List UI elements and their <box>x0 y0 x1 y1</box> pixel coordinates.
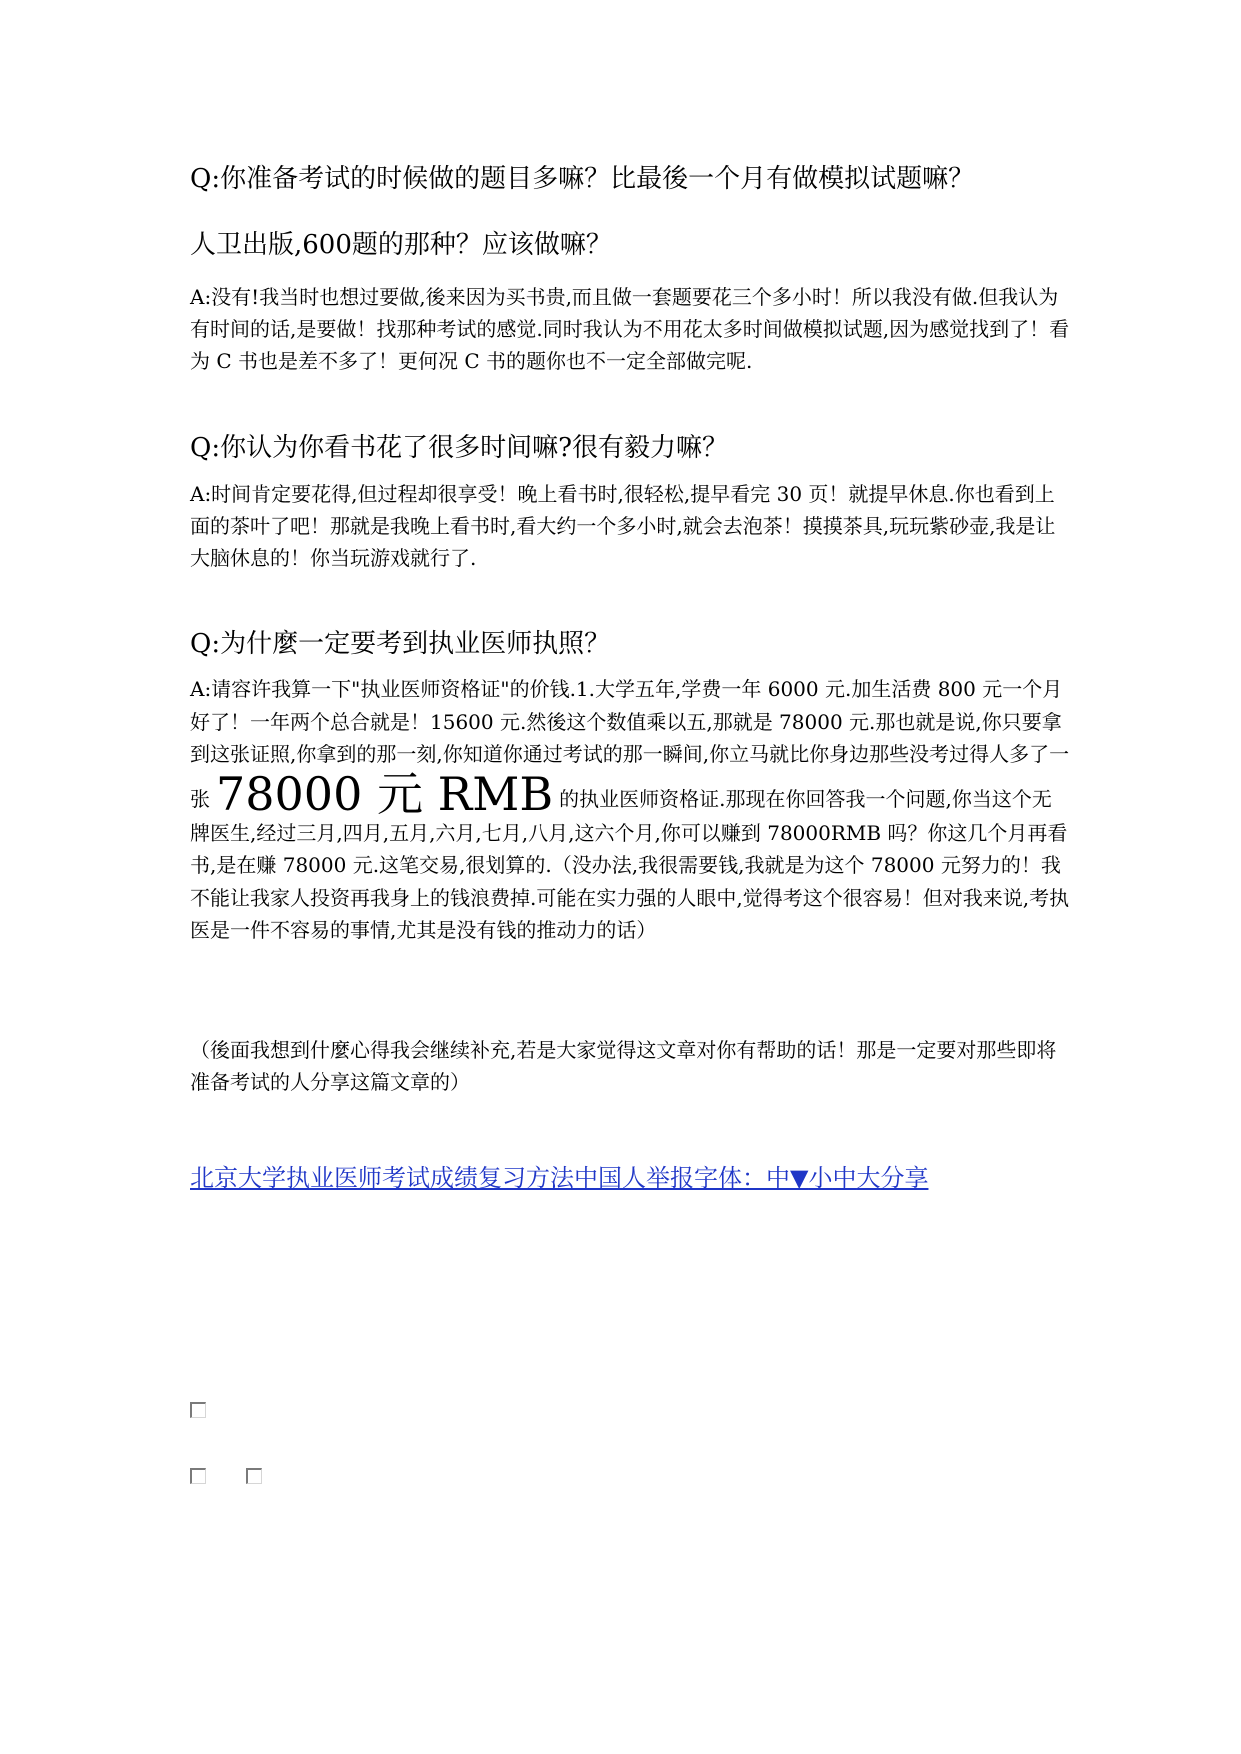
checkbox-3[interactable] <box>246 1468 262 1484</box>
question-2: Q:你认为你看书花了很多时间嘛?很有毅力嘛？ <box>190 433 729 463</box>
footer-links <box>190 1158 928 1193</box>
answer-1: A:没有!我当时也想过要做,後来因为买书贵,而且做一套题要花三个多小时！所以我没有做.但我认为有时间的话,是要做！找那种考试的感觉.同时我认为不用花太多时间做模拟试题,因为感觉找到了！看为 C 书也是差不多了！更何况 C 书的题你也不一定全部做完呢. <box>190 285 1070 373</box>
answer-2: A:时间肯定要花得,但过程却很享受！晚上看书时,很轻松,提早看完 30 页！就提早休息.你也看到上面的茶叶了吧！那就是我晚上看书时,看大约一个多小时,就会去泡茶！摸摸茶具,玩玩紫砂壶,我是让大脑休息的！你当玩游戏就行了. <box>190 482 1056 570</box>
answer-3-part-2: 的执业医师资格证.那现在你回答我一个问题,你当这个无牌医生,经过三月,四月,五月,六月,七月,八月,这六个月,你可以赚到 78000RMB 吗？你这几个月再看书,是在赚 78000 元.这笔交易,很划算的.（没办法,我很需要钱,我就是为这个 78000 元努力的！我不能让我家人投资再我身上的钱浪费掉.可能在实力强的人眼中,觉得考这个很容易！但对我来说,考执医是一件不容易的事情,尤其是没有钱的推动力的话） <box>190 786 1070 942</box>
checkbox-1[interactable] <box>190 1402 206 1418</box>
checkbox-2[interactable] <box>190 1468 206 1484</box>
big-amount: 78000 元 RMB <box>216 766 554 821</box>
question-1-line-2: 人卫出版,600题的那种？应该做嘛？ <box>190 230 612 260</box>
answer-3 <box>190 673 1070 947</box>
question-1-line-1: Q:你准备考试的时候做的题目多嘛？比最後一个月有做模拟试题嘛？ <box>190 164 975 194</box>
answer-3-part-1: A:请容许我算一下"执业医师资格证"的价钱.1.大学五年,学费一年 6000 元.加生活费 800 元一个月好了！一年两个总合就是！15600 元.然後这个数值乘以五,那就是 78000 元.那也就是说,你只要拿到这张证照,你拿到的那一刻,你知道你通过考试的那一瞬间,你立马就比你身边那些没考过得人多了一张 <box>190 677 1070 811</box>
font-size-medium-link[interactable]: 中 <box>832 1164 857 1192</box>
share-link[interactable]: 分享 <box>880 1164 929 1192</box>
font-size-dropdown[interactable]: 中▼ <box>766 1164 809 1192</box>
font-size-large-link[interactable]: 大 <box>856 1164 881 1192</box>
question-3: Q:为什麼一定要考到执业医师执照？ <box>190 629 611 659</box>
font-size-small-link[interactable]: 小 <box>808 1164 833 1192</box>
breadcrumb-link[interactable]: 北京大学执业医师考试成绩复习方法中国人举报字体： <box>190 1164 766 1192</box>
closing-note: （後面我想到什麼心得我会继续补充,若是大家觉得这文章对你有帮助的话！那是一定要对那些即将准备考试的人分享这篇文章的） <box>190 1038 1057 1094</box>
